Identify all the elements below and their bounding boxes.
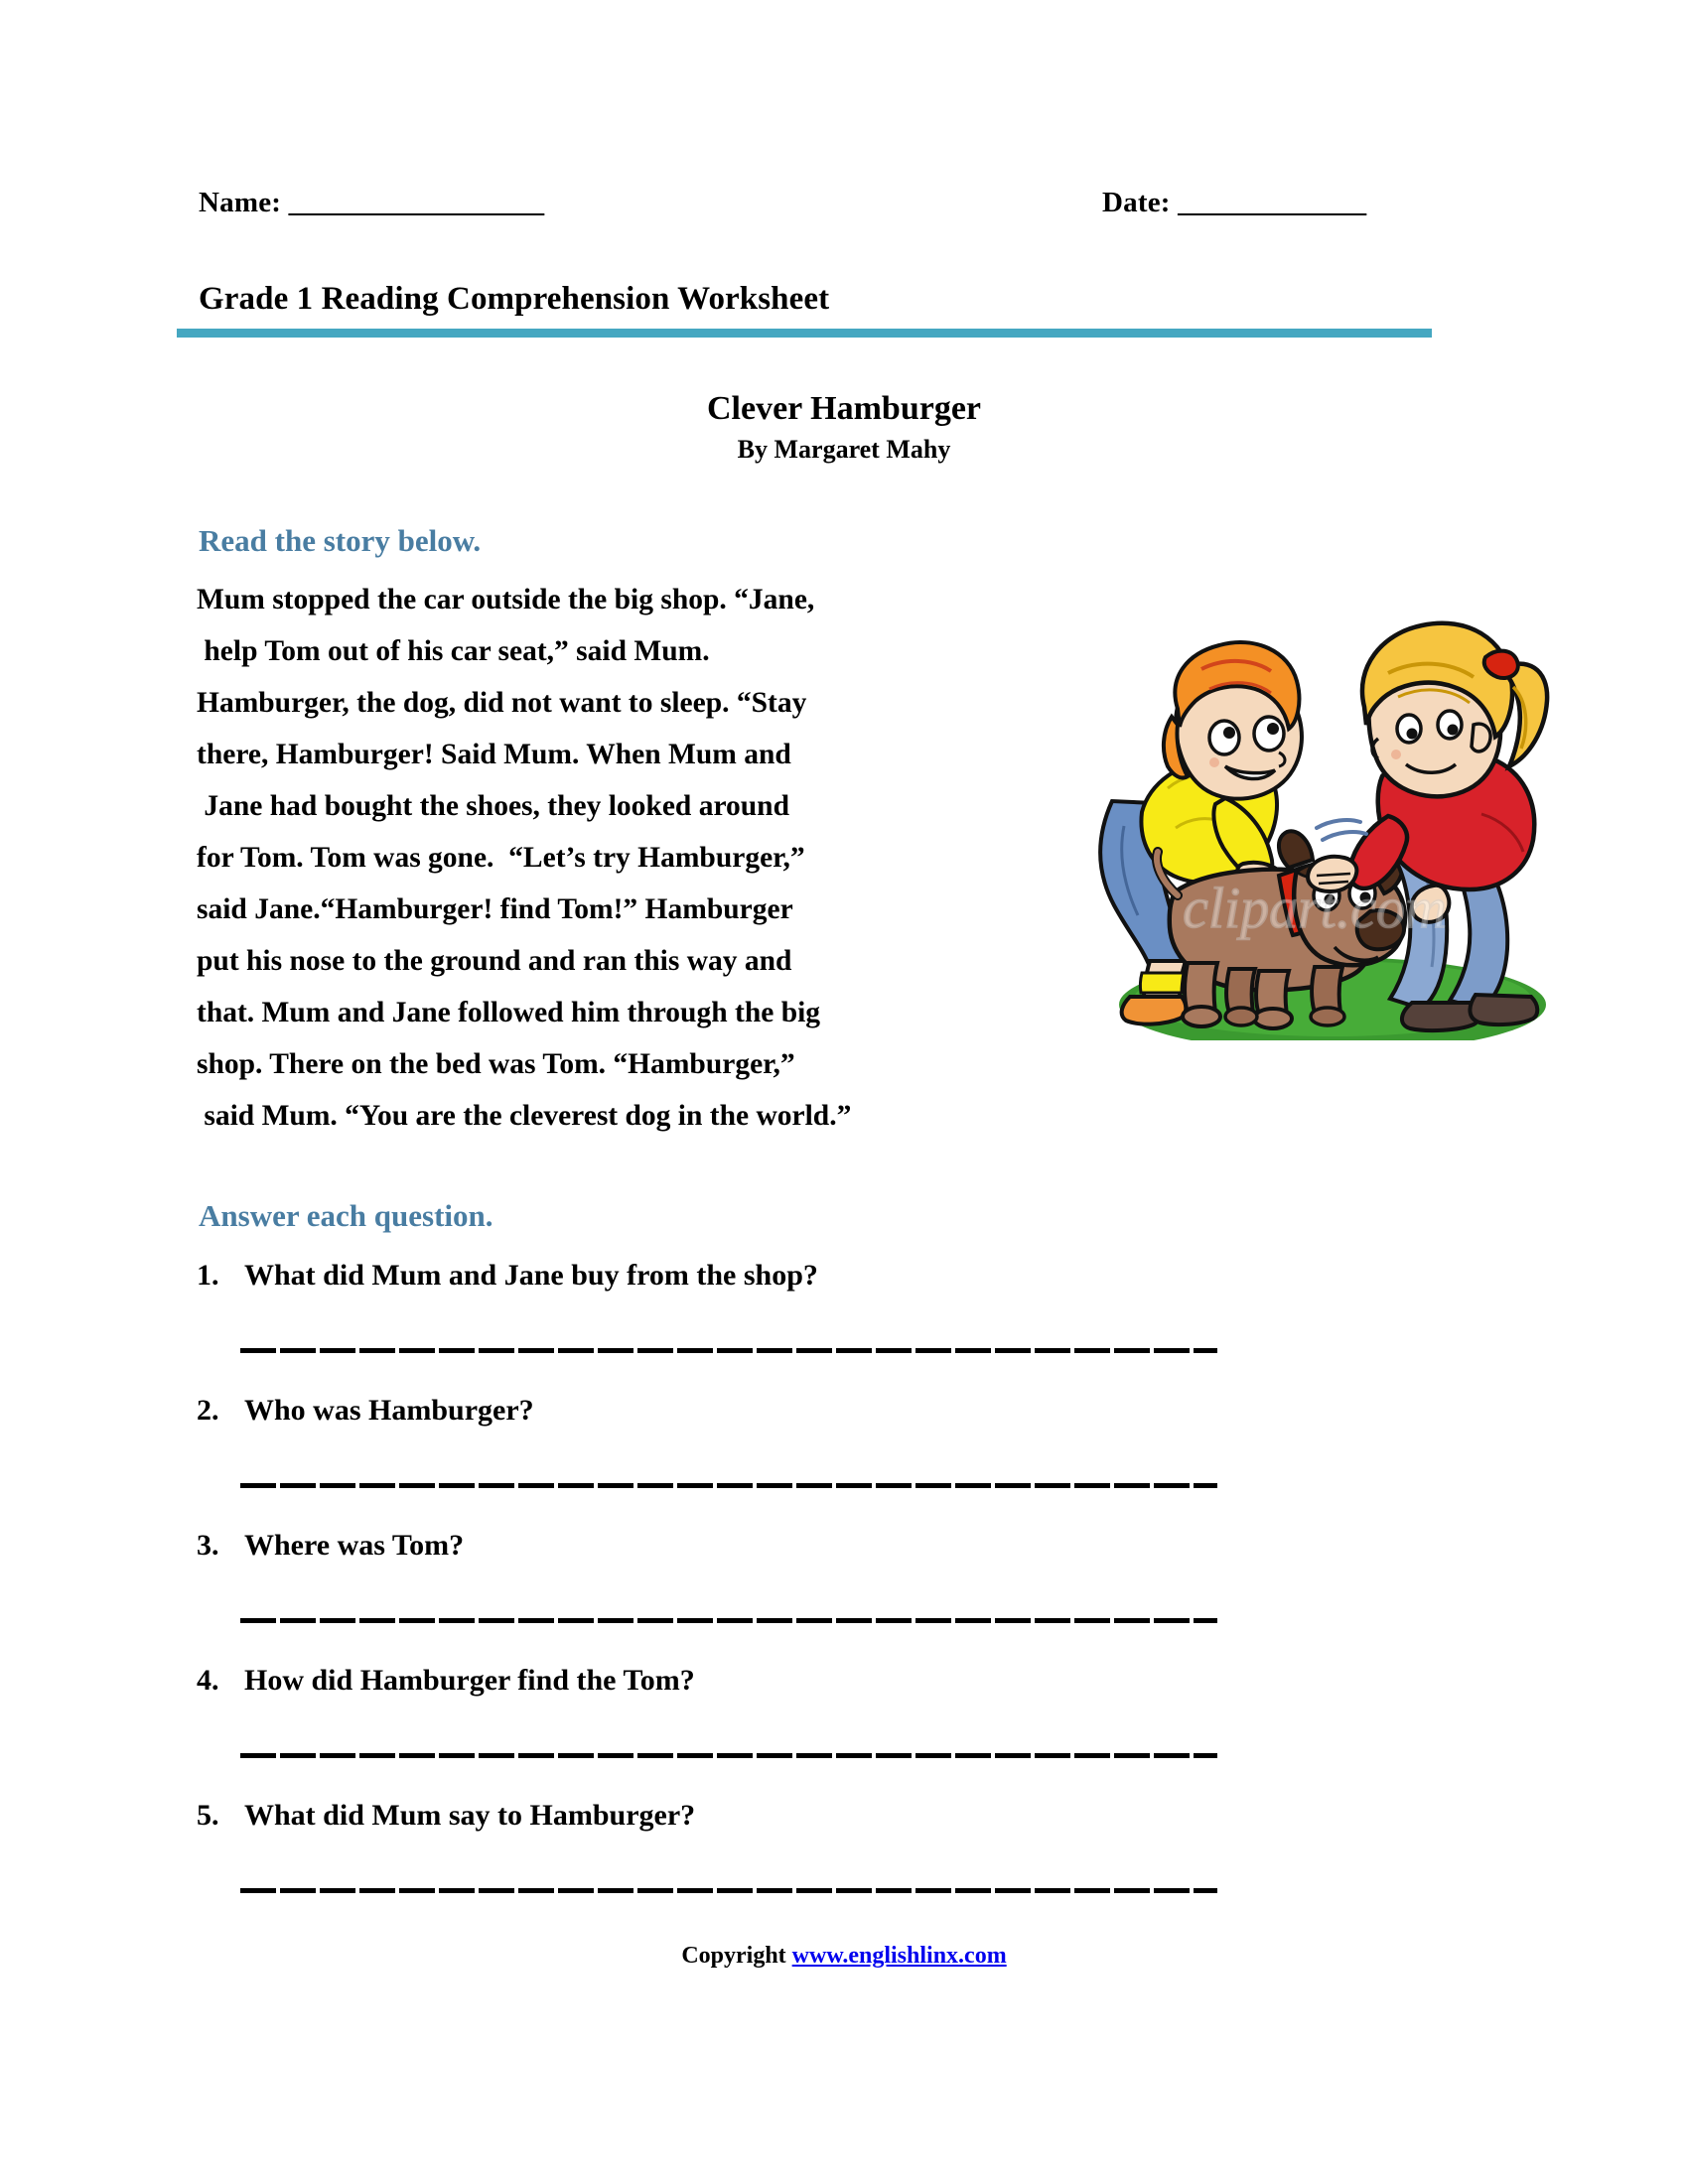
story-illustration xyxy=(1084,578,1551,1040)
title-divider xyxy=(177,329,1432,338)
name-field-label xyxy=(199,187,543,219)
question-item xyxy=(197,1259,1229,1394)
read-story-heading: Read the story below. xyxy=(199,523,482,558)
clipart-watermark xyxy=(1183,876,1447,940)
story-line: put his nose to the ground and ran this way and xyxy=(197,945,792,977)
date-blank-line[interactable]: ______________ xyxy=(1178,187,1366,218)
svg-text:clipart.com: clipart.com xyxy=(1183,876,1447,940)
question-number: 5. xyxy=(197,1799,219,1832)
story-line: shop. There on the bed was Tom. “Hamburger,” xyxy=(197,1048,795,1080)
story-line: said Mum. “You are the cleverest dog in the world.” xyxy=(197,1100,852,1132)
answer-line[interactable] xyxy=(240,1348,1217,1353)
question-number: 4. xyxy=(197,1664,219,1697)
question-number: 1. xyxy=(197,1259,219,1292)
englishlinx-link[interactable]: www.englishlinx.com xyxy=(791,1943,1007,1969)
answer-line[interactable] xyxy=(240,1888,1217,1893)
story-line: said Jane.“Hamburger! find Tom!” Hamburger xyxy=(197,893,793,925)
question-number: 3. xyxy=(197,1529,219,1562)
name-label: Name: xyxy=(199,187,282,218)
question-item xyxy=(197,1799,1229,1934)
page-title: Grade 1 Reading Comprehension Worksheet xyxy=(199,281,830,317)
story-line: Mum stopped the car outside the big shop. “Jane, xyxy=(197,584,815,615)
story-title: Clever Hamburger xyxy=(706,390,982,427)
student-meta-row xyxy=(199,187,1440,230)
answer-line[interactable] xyxy=(240,1618,1217,1623)
date-label: Date: xyxy=(1102,187,1171,218)
question-text: How did Hamburger find the Tom? xyxy=(244,1664,695,1697)
story-author: By Margaret Mahy xyxy=(737,435,951,464)
story-line: Hamburger, the dog, did not want to sleep. “Stay xyxy=(197,687,807,719)
answer-line[interactable] xyxy=(240,1483,1217,1488)
story-body xyxy=(197,574,1120,1142)
answer-questions-heading: Answer each question. xyxy=(199,1198,493,1233)
story-line: help Tom out of his car seat,” said Mum. xyxy=(197,635,710,667)
footer xyxy=(0,1943,1688,1970)
story-line: for Tom. Tom was gone. “Let’s try Hamburger,” xyxy=(197,842,805,874)
question-text: Who was Hamburger? xyxy=(244,1394,534,1427)
question-item xyxy=(197,1529,1229,1664)
question-item xyxy=(197,1664,1229,1799)
question-number: 2. xyxy=(197,1394,219,1427)
answer-line[interactable] xyxy=(240,1753,1217,1758)
date-field-label xyxy=(1102,187,1365,219)
question-item xyxy=(197,1394,1229,1529)
question-text: What did Mum and Jane buy from the shop? xyxy=(244,1259,818,1292)
question-text: Where was Tom? xyxy=(244,1529,465,1562)
name-blank-line[interactable]: ___________________ xyxy=(288,187,544,218)
question-text: What did Mum say to Hamburger? xyxy=(244,1799,696,1832)
story-line: there, Hamburger! Said Mum. When Mum and xyxy=(197,739,791,770)
story-line: that. Mum and Jane followed him through the big xyxy=(197,997,821,1028)
questions-list xyxy=(197,1259,1229,1934)
story-line: Jane had bought the shoes, they looked around xyxy=(197,790,789,822)
copyright-text: Copyright xyxy=(681,1943,792,1969)
